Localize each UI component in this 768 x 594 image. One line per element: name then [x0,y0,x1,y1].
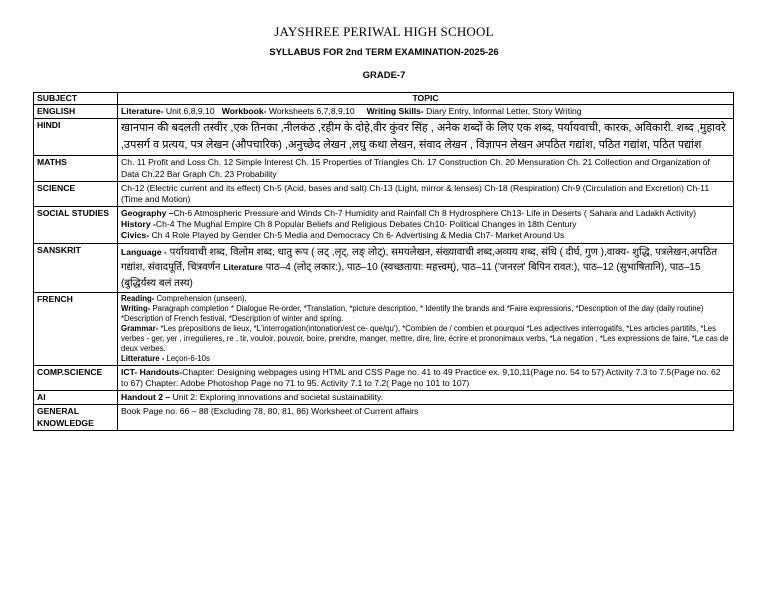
writing-skills-text: Diary Entry, Informal Letter, Story Writing [423,106,582,117]
topic-column-header: TOPIC [118,93,734,105]
school-name: JAYSHREE PERIWAL HIGH SCHOOL [274,24,494,39]
writing-skills-label: Writing Skills- [366,106,424,117]
exam-title: SYLLABUS FOR 2nd TERM EXAMINATION-2025-26 [269,47,499,58]
history-label: History - [121,219,156,230]
grammar-text: *Les prepositions de lieux, *L'interrogation(intonation/est ce- que/qu'), *Combien de / combien et pourquoi *Les adjectives interrogatifs, *Les articles partitifs, *Les verbes - ger, yer , irregulieres, re , tir, vouloir, pouvoir, boire, prendre, manger, mettre, dire, lire, écrire et prononimaux verbs, *La negation , *Les expressions de faire, *Le cas de deux verbes. [121,324,729,353]
table-row [34,156,734,181]
geography-label: Geography – [121,208,174,219]
writing-label: Writing- [121,304,151,314]
syllabus-table [33,92,734,431]
table-row [34,181,734,206]
subject-social-studies: SOCIAL STUDIES [34,207,118,244]
topic-science: Ch-12 (Electric current and its effect) Ch-5 (Acid, bases and salt) Ch-13 (Light, mirror & lenses) Ch-18 (Respiration) Ch-9 (Circulation and Excretion) Ch-11 (Time and Motion) [118,181,734,206]
handout-label: Handout 2 – [121,392,171,403]
subject-hindi: HINDI [34,119,118,156]
litterature-label: Litterature - [121,353,165,363]
litterature-text: Leçon-6-10s [164,353,210,363]
language-text: पर्यायवाची शब्द, विलोम शब्द, धातु रूप ( लट् ,लृट्, लङ् लोट्), समयलेखन, संख्यावाची शब्द,अव्यय शब्द, संधि ( दीर्घ, गुण ),वाक्य- शुद्धि, पत्रलेखन,अपठित गद्यांश, संवादपूर्ति, चित्रवर्णन [121,246,718,274]
literature-label: Literature- [121,106,164,117]
workbook-text: Worksheets 6,7,8,9,10 [266,106,367,117]
reading-label: Reading- [121,294,155,304]
grade-label: GRADE-7 [362,70,406,81]
subject-sanskrit: SANSKRIT [34,243,118,293]
topic-french [118,293,734,366]
subject-comp-science: COMP.SCIENCE [34,365,118,390]
history-line [121,219,730,230]
table-header-row [34,93,734,105]
table-row [34,207,734,244]
sanskrit-literature-label: Literature [223,262,263,273]
table-row [34,105,734,119]
table-row [34,243,734,293]
table-row [34,293,734,366]
writing-text: Paragraph completion * Dialogue Re-order, *Translation, *picture description, * Identify the brands and *Faire expressions, *Description of the day (daily routine) *Description of French festival, *Description of winter and spring. [121,304,704,324]
topic-ai [118,391,734,405]
ict-handouts-label: ICT- Handouts- [121,366,183,377]
topic-social-studies [118,207,734,244]
geography-text: Ch-6 Atmospheric Pressure and Winds Ch-7 Humidity and Rainfall Ch 8 Hydrosphere Ch13- Life in Deserts ( Sahara and Ladakh Activity) [173,208,697,219]
topic-hindi: खानपान की बदलती तस्वीर ,एक तिनका ,नीलकंठ ,रहीम के दोहे,वीर कुंवर सिंह , अनेक शब्दों के लिए एक शब्द, पर्यायवाची, कारक, अविकारी. शब्द ,मुहावरे ,उपसर्ग व प्रत्यय, पत्र लेखन (औपचारिक) ,अनुच्छेद लेखन ,लघु कथा लेखन, संवाद लेखन , विज्ञापन लेखन अपठित गद्यांश, पठित गद्यांश, पठित पद्यांश [118,119,734,156]
topic-comp-science [118,365,734,390]
subject-english: ENGLISH [34,105,118,119]
history-text: Ch-4 The Mughal Empire Ch 8 Popular Beliefs and Religious Debates Ch10- Political Changes in 18th Century [155,219,577,230]
grammar-line [121,324,730,354]
language-label: Language - [121,246,167,257]
handout-text: Unit 2: Exploring innovations and societal sustainability. [170,392,384,403]
topic-sanskrit [118,243,734,293]
ict-handouts-text: Chapter: Designing webpages using HTML and CSS Page no. 41 to 49 Practice ex. 9,10,11(Page no. 54 to 57) Activity 7.3 to 7.5(Page no. 62 to 67) Chapter: Adobe Photoshop Page no 71 to 95. Activity 7.1 to 7.2( Page no 101 to 107) [121,366,721,389]
table-row [34,405,734,430]
civics-label: Civics- [121,230,150,241]
table-row [34,391,734,405]
geography-line [121,208,730,219]
civics-line [121,230,730,241]
subject-general-knowledge: GENERAL KNOWLEDGE [34,405,118,430]
reading-text: Comprehension (unseen). [154,294,247,304]
subject-science: SCIENCE [34,181,118,206]
topic-general-knowledge: Book Page no. 66 – 88 (Excluding 78, 80, 81, 86) Worksheet of Current affairs [118,405,734,430]
subject-french: FRENCH [34,293,118,366]
grammar-label: Grammar- [121,324,159,334]
table-row [34,365,734,390]
reading-line [121,294,730,304]
workbook-label: Workbook- [221,106,267,117]
table-row [34,119,734,156]
topic-english [118,105,734,119]
literature-text: Unit 6,8,9,10 [163,106,222,117]
subject-column-header: SUBJECT [34,93,118,105]
subject-ai: AI [34,391,118,405]
writing-line [121,304,730,324]
topic-maths: Ch. 11 Profit and Loss Ch. 12 Simple Interest Ch. 15 Properties of Triangles Ch. 17 Construction Ch. 20 Mensuration Ch. 21 Collection and Organization of Data Ch.22 Bar Graph Ch. 23 Probability [118,156,734,181]
litterature-line [121,354,730,364]
civics-text: Ch 4 Role Played by Gender Ch-5 Media and Democracy Ch 6- Advertising & Media Ch7- Market Around Us [149,230,565,241]
subject-maths: MATHS [34,156,118,181]
sanskrit-literature-text: पाठ–4 (लोट् लकार:), पाठ–10 (स्वच्छताया: महत्त्वम्), पाठ–11 ('जनरल' बिपिन रावत:), पाठ–12 (सुभाषितानि), पाठ–15 (बुद्धिर्यस्य बलं तस्य) [121,262,701,289]
